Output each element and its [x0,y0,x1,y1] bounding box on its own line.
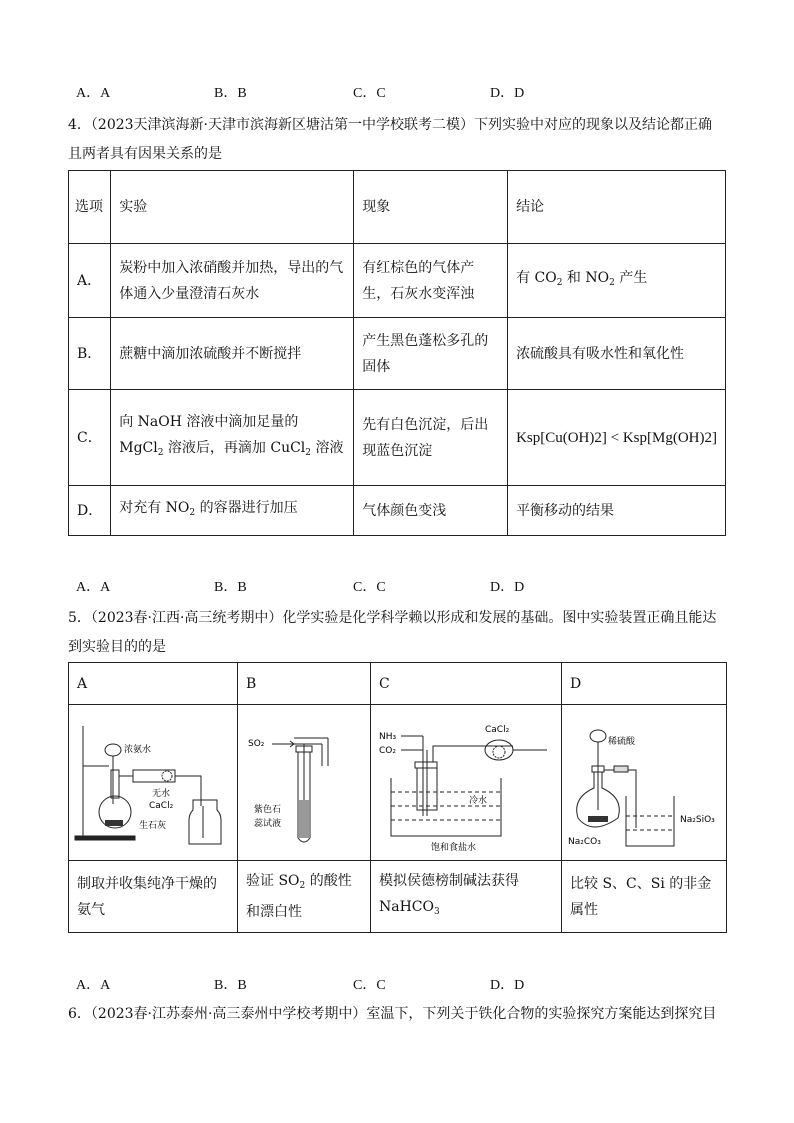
apparatus-a [69,705,238,861]
label-co2: CO₂ [379,745,396,756]
label-cacl2: CaCl₂ [149,800,174,811]
q5-table [68,662,727,933]
apparatus-c [371,705,562,861]
q4-stem-line1: 4．（2023天津滨海新·天津市滨海新区塘沽第一中学校联考二模）下列实验中对应的现象以及结论都正确 [68,117,712,133]
table-row [69,390,726,486]
purpose-c: 模拟侯德榜制碱法获得 NaHCO$_3$ [371,861,562,933]
table-row [69,318,726,390]
q5-stem [68,604,738,662]
header-phenomenon: 现象 [354,171,508,244]
table-row [69,486,726,536]
row-c-experiment: 向 NaOH 溶液中滴加足量的 MgCl$_2$ 溶液后，再滴加 CuCl$_2$ 溶液 [111,390,354,486]
label-litmus-2: 蕊试液 [254,818,282,829]
ammonia-apparatus-icon [69,706,237,860]
q4-stem [68,111,738,169]
option-d: D．D [490,86,525,101]
label-cold-water: 冷水 [469,795,488,806]
option-b: B．B [214,978,247,993]
acid-strength-apparatus-icon [562,706,726,860]
row-a-phenomenon: 有红棕色的气体产生，石灰水变浑浊 [354,244,508,318]
option-c: C．C [353,580,386,595]
row-a-option: A． [69,244,111,318]
option-a: A．A [76,580,111,595]
table-row [69,705,727,861]
header-a: A [69,663,238,705]
option-a: A．A [76,86,111,101]
header-c: C [371,663,562,705]
q4-options [76,576,676,596]
apparatus-d [562,705,727,861]
label-dilute-h2so4: 稀硫酸 [608,736,636,747]
q3-options [76,82,676,102]
row-b-phenomenon: 产生黑色蓬松多孔的固体 [354,318,508,390]
table-row [69,244,726,318]
label-so2: SO₂ [248,738,265,749]
table-row [69,861,727,933]
apparatus-b [238,705,371,861]
row-c-option: C． [69,390,111,486]
table-row [69,663,727,705]
q5-options [76,974,676,994]
option-d: D．D [490,580,525,595]
label-brine: 饱和食盐水 [431,842,477,853]
row-d-phenomenon: 气体颜色变浅 [354,486,508,536]
q5-stem-line1: 5．（2023春·江西·高三统考期中）化学实验是化学科学赖以形成和发展的基础。图中实验装置正确且能达 [68,610,717,626]
label-cacl2-tube: CaCl₂ [485,724,510,735]
option-d: D．D [490,978,525,993]
label-litmus-1: 紫色石 [254,804,282,815]
row-c-conclusion [508,390,726,486]
q6-stem [68,1000,738,1029]
purpose-d: 比较 S、C、Si 的非金属性 [562,861,727,933]
row-a-experiment: 炭粉中加入浓硝酸并加热，导出的气体通入少量澄清石灰水 [111,244,354,318]
row-a-conclusion: 有 $CO_2$ 和 $NO_2$ 产生 [508,244,726,318]
q4-stem-line2: 且两者具有因果关系的是 [68,146,222,162]
purpose-b: 验证 $SO_2$ 的酸性和漂白性 [238,861,371,933]
row-b-experiment: 蔗糖中滴加浓硫酸并不断搅拌 [111,318,354,390]
row-b-conclusion: 浓硫酸具有吸水性和氧化性 [508,318,726,390]
option-a: A．A [76,978,111,993]
row-d-experiment: 对充有 $NO_2$ 的容器进行加压 [111,486,354,536]
label-anhydrous: 无水 [152,788,171,799]
row-b-option: B． [69,318,111,390]
label-na2sio3: Na₂SiO₃ [680,814,715,825]
table-row [69,171,726,244]
q6-stem-line1: 6．（2023春·江苏泰州·高三泰州中学校考期中）室温下，下列关于铁化合物的实验探究方案能达到探究目 [68,1006,717,1022]
hou-soda-apparatus-icon [371,706,561,860]
ksp-formula: Ksp[Cu(OH)2] < Ksp[Mg(OH)2] [516,429,717,446]
option-b: B．B [214,86,247,101]
row-d-conclusion: 平衡移动的结果 [508,486,726,536]
q5-stem-line2: 到实验目的的是 [68,639,166,655]
option-c: C．C [353,86,386,101]
label-na2co3: Na₂CO₃ [568,836,601,847]
label-conc-ammonia: 浓氨水 [124,744,152,755]
option-c: C．C [353,978,386,993]
row-c-phenomenon: 先有白色沉淀，后出现蓝色沉淀 [354,390,508,486]
header-option: 选项 [69,171,111,244]
row-d-option: D． [69,486,111,536]
label-quicklime: 生石灰 [139,820,167,831]
option-b: B．B [214,580,247,595]
header-experiment: 实验 [111,171,354,244]
q4-table [68,170,726,536]
purpose-a: 制取并收集纯净干燥的氨气 [69,861,238,933]
header-d: D [562,663,727,705]
label-nh3: NH₃ [379,731,397,742]
header-conclusion: 结论 [508,171,726,244]
header-b: B [238,663,371,705]
so2-test-tube-icon [238,706,370,860]
